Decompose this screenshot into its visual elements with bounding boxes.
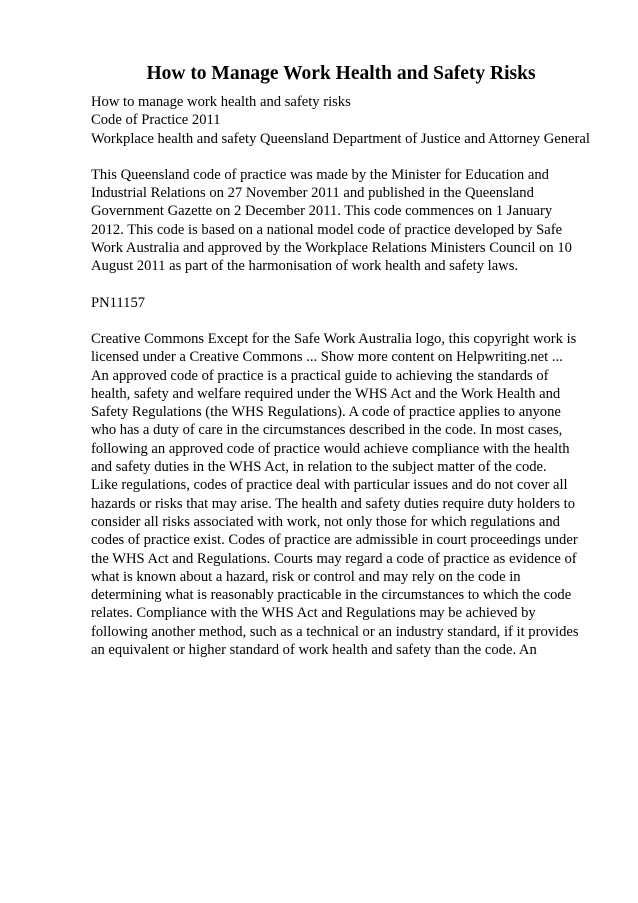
- paragraph-line: licensed under a Creative Commons ... Show more content on Helpwriting.net ...: [91, 349, 563, 366]
- paragraph-line: and safety duties in the WHS Act, in relation to the subject matter of the code.: [91, 459, 547, 476]
- paragraph-line: 2012. This code is based on a national model code of practice developed by Safe: [91, 221, 563, 238]
- paragraph-line: health, safety and welfare required under the WHS Act and the Work Health and: [91, 385, 561, 402]
- reference-number: PN11157: [91, 294, 146, 311]
- paragraph-line: Safety Regulations (the WHS Regulations). A code of practice applies to anyone: [91, 404, 561, 421]
- paragraph-line: an equivalent or higher standard of work health and safety than the code. An: [91, 642, 537, 659]
- paragraph-line: Like regulations, codes of practice deal with particular issues and do not cover all: [91, 477, 568, 494]
- meta-line-publisher: Workplace health and safety Queensland Department of Justice and Attorney General: [91, 130, 590, 147]
- paragraph-line: determining what is reasonably practicable in the circumstances to which the code: [91, 587, 572, 604]
- paragraph-line: Industrial Relations on 27 November 2011 and published in the Queensland: [91, 185, 534, 202]
- document-meta: [91, 93, 598, 148]
- paragraph-line: following an approved code of practice would achieve compliance with the health: [91, 440, 570, 457]
- paragraph-line: what is known about a hazard, risk or control and may rely on the code in: [91, 568, 521, 585]
- paragraph-line: hazards or risks that may arise. The health and safety duties require duty holders to: [91, 495, 576, 512]
- paragraph-line: relates. Compliance with the WHS Act and Regulations may be achieved by: [91, 605, 536, 622]
- paragraph-line: Government Gazette on 2 December 2011. This code commences on 1 January: [91, 203, 553, 220]
- paragraph-line: Work Australia and approved by the Workplace Relations Ministers Council on 10: [91, 240, 572, 257]
- paragraph-line: This Queensland code of practice was made by the Minister for Education and: [91, 166, 549, 183]
- paragraph-body: [91, 330, 591, 659]
- paragraph-line: codes of practice exist. Codes of practice are admissible in court proceedings under: [91, 532, 578, 549]
- paragraph-line: consider all risks associated with work, not only those for which regulations and: [91, 513, 560, 530]
- meta-line-code: Code of Practice 2011: [91, 112, 221, 129]
- paragraph-line: An approved code of practice is a practical guide to achieving the standards of: [91, 367, 549, 384]
- paragraph-line: August 2011 as part of the harmonisation of work health and safety laws.: [91, 258, 519, 275]
- meta-line-title: How to manage work health and safety risks: [91, 94, 351, 110]
- paragraph-line: who has a duty of care in the circumstances described in the code. In most cases,: [91, 422, 563, 439]
- paragraph-line: the WHS Act and Regulations. Courts may regard a code of practice as evidence of: [91, 550, 577, 567]
- paragraph-commencement: [91, 166, 586, 276]
- document-title: How to Manage Work Health and Safety Risks: [146, 63, 536, 84]
- paragraph-line: Creative Commons Except for the Safe Work Australia logo, this copyright work is: [91, 330, 577, 347]
- paragraph-line: following another method, such as a technical or an industry standard, if it provides: [91, 623, 579, 640]
